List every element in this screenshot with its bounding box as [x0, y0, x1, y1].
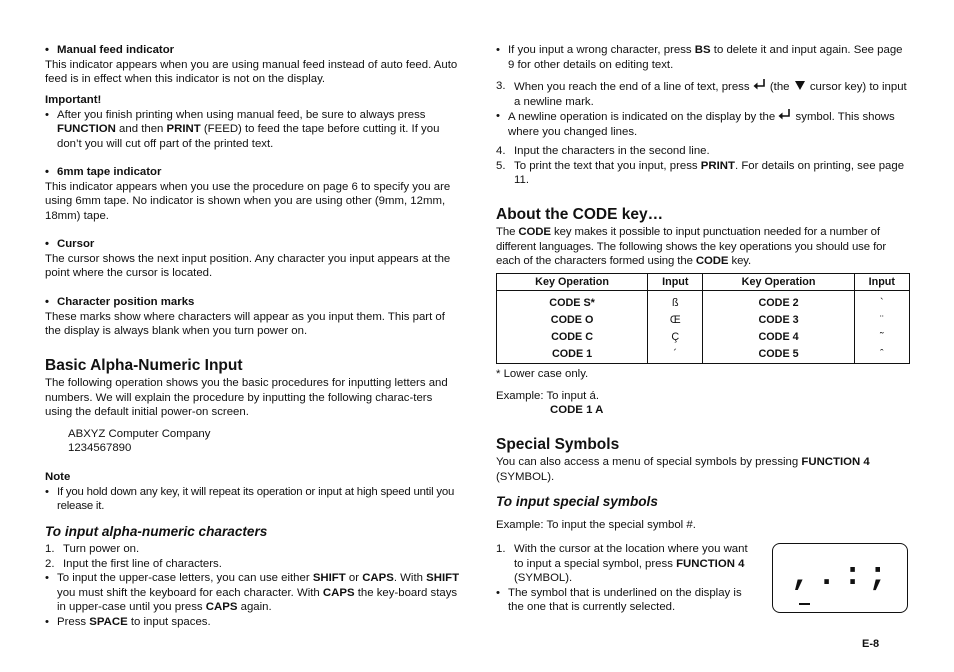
- display-symbol: ;: [868, 557, 888, 594]
- newline-mark-icon: [778, 109, 792, 121]
- display-symbol: ,: [791, 557, 811, 594]
- manual-feed-heading: • Manual feed indicator: [45, 43, 461, 58]
- text-part: (SYMBOL).: [514, 572, 573, 585]
- basic-input-title: Basic Alpha-Numeric Input: [45, 357, 243, 374]
- caps-key-label: CAPS: [205, 601, 238, 614]
- text-part: If you input a wrong character, press: [508, 44, 695, 56]
- table-cell: CODE 3: [703, 312, 854, 329]
- table-cell: CODE 1: [497, 346, 648, 364]
- cell-text: CODE S*: [549, 297, 595, 310]
- special-step-1: [496, 542, 760, 586]
- text-part: key.: [728, 255, 752, 268]
- important-label: Important!: [45, 94, 102, 106]
- step-number: 5.: [496, 159, 506, 172]
- table-cell: CODE C: [497, 329, 648, 346]
- special-symbols-example: Example: To input the special symbol #.: [496, 519, 696, 532]
- step-text: Turn power on.: [63, 543, 140, 555]
- text-part: When you reach the end of a line of text, press: [514, 81, 753, 93]
- bs-bullet-section: [496, 43, 910, 72]
- text-part: The: [496, 226, 519, 238]
- function-4-key-label: FUNCTION 4: [676, 557, 745, 570]
- step-2: [45, 557, 461, 572]
- display-symbol: :: [843, 557, 863, 594]
- special-symbols-subtitle: To input special symbols: [496, 494, 658, 510]
- note-section: [45, 470, 461, 514]
- code-key-title: About the CODE key…: [496, 206, 664, 223]
- table-header: Input: [854, 274, 909, 291]
- step-text: Input the characters in the second line.: [514, 145, 710, 157]
- space-key-label: SPACE: [89, 615, 128, 628]
- code-example-label: Example: To input á.: [496, 389, 599, 402]
- char-marks-heading: • Character position marks: [45, 295, 461, 310]
- table-cell: [497, 291, 648, 313]
- manual-feed-text: This indicator appears when you are using manual feed instead of auto feed. Auto feed is in effect when this indicator is not on the display.: [45, 58, 458, 86]
- text-part: you must shift the keyboard for each character. With: [57, 586, 323, 599]
- text-part: or: [345, 572, 363, 585]
- step-number: 3.: [496, 80, 506, 92]
- code-key-label: CODE: [695, 255, 729, 268]
- step-4: [496, 144, 910, 159]
- code-key-section: [496, 206, 910, 269]
- cursor-heading: • Cursor: [45, 237, 461, 252]
- text-part: to input spaces.: [127, 615, 211, 628]
- text-part: cursor key) to input a newline mark.: [514, 81, 907, 108]
- text-part: You can also access a menu of special symbols by pressing: [496, 456, 802, 468]
- table-row: [497, 291, 910, 313]
- table-cell: CODE 2: [703, 291, 854, 313]
- text-part: (the: [766, 81, 793, 93]
- to-input-title: To input alpha-numeric characters: [45, 524, 268, 539]
- note-label: Note: [45, 471, 71, 483]
- table-cell: ß: [648, 291, 703, 313]
- note-text: • If you hold down any key, it will repeat its operation or input at high speed until you release it.: [45, 485, 461, 514]
- function-key-label: FUNCTION: [57, 123, 116, 136]
- table-cell: ˜: [854, 329, 909, 346]
- space-bullet: [45, 615, 461, 630]
- table-cell: ˆ: [854, 346, 909, 364]
- uppercase-bullet: [45, 571, 461, 615]
- function-4-key-label: FUNCTION 4: [801, 456, 870, 468]
- code-key-table: [496, 273, 910, 364]
- text-part: . For details on printing, see page 11.: [514, 159, 905, 187]
- example-line-2: 1234567890: [68, 442, 132, 455]
- tape6-section: [45, 165, 461, 223]
- text-part: to delete it and input again. See page 9 for other details on editing text.: [508, 44, 903, 71]
- table-row: [497, 329, 910, 346]
- lcd-display: [772, 543, 908, 613]
- basic-input-text: The following operation shows you the basic procedures for inputting letters and numbers. We will explain the procedure by inputting the following charac-ters using the default initial power-on screen.: [45, 377, 448, 419]
- example-line-1: ABXYZ Computer Company: [68, 427, 211, 440]
- important-text: [45, 108, 461, 152]
- step-number: 4.: [496, 145, 506, 157]
- newline-bullet: [496, 109, 910, 139]
- table-cell: CODE 4: [703, 329, 854, 346]
- table-cell: Œ: [648, 312, 703, 329]
- text-part: (SYMBOL).: [496, 470, 555, 483]
- special-symbols-title: Special Symbols: [496, 436, 620, 453]
- text-part: To input the upper-case letters, you can use either: [57, 572, 313, 585]
- bs-key-label: BS: [694, 44, 711, 56]
- text-part: To print the text that you input, press: [514, 159, 701, 172]
- cursor-text: The cursor shows the next input position. Any character you input appears at the point where the cursor is located.: [45, 252, 451, 280]
- code-example-keys: CODE 1 A: [550, 404, 604, 417]
- manual-feed-section: [45, 43, 461, 87]
- tape6-text: This indicator appears when you use the procedure on page 6 to specify you are using 6mm tape. No indicator is shown when you are using other (9mm, 12mm, 18mm) tape.: [45, 180, 451, 222]
- step-number: 1.: [496, 543, 506, 555]
- table-header: Key Operation: [497, 274, 648, 291]
- down-arrow-icon: [795, 81, 805, 90]
- table-cell: ´: [648, 346, 703, 364]
- table-cell: CODE 5: [703, 346, 854, 364]
- important-text-part: (FEED) to feed the tape before cutting it. If you don’t you will cut off part of the printed text.: [57, 123, 440, 150]
- caps-key-label: CAPS: [362, 572, 394, 585]
- shift-key-label: SHIFT: [312, 572, 346, 585]
- step-3-section: [496, 79, 910, 139]
- table-cell: `: [854, 291, 909, 313]
- cursor-section: [45, 237, 461, 281]
- text-part: Press: [57, 615, 90, 628]
- step-number: 2.: [45, 557, 55, 570]
- text-part: . With: [393, 572, 427, 585]
- table-cell: Ç: [648, 329, 703, 346]
- table-cell: ¨: [854, 312, 909, 329]
- selection-underline: [799, 603, 810, 605]
- table-header: Key Operation: [703, 274, 854, 291]
- step-5: [496, 159, 910, 188]
- caps-key-label: CAPS: [322, 586, 355, 599]
- table-cell: CODE O: [497, 312, 648, 329]
- text-part: again.: [237, 601, 272, 614]
- table-header: Input: [648, 274, 703, 291]
- code-footnote: * Lower case only.: [496, 368, 589, 380]
- char-marks-text: These marks show where characters will appear as you input them. This part of the display is always blank when you turn power on.: [45, 310, 445, 338]
- important-text-part: After you finish printing when using manual feed, be sure to always press: [57, 108, 426, 121]
- print-key-label: PRINT: [700, 159, 735, 172]
- print-key-label: PRINT: [166, 123, 201, 136]
- code-footnote-section: [496, 367, 910, 418]
- enter-key-icon: [753, 79, 767, 91]
- text-part: A newline operation is indicated on the display by the: [508, 111, 779, 124]
- display-symbol: .: [817, 557, 837, 594]
- step-3: [496, 79, 910, 109]
- text-part: key makes it possible to input punctuation needed for a number of different languages. The following shows the key operations you should use for each of the characters formed using the: [496, 226, 887, 268]
- page-number: E-8: [862, 638, 880, 650]
- special-symbols-text: [496, 455, 910, 484]
- tape6-heading: • 6mm tape indicator: [45, 165, 461, 180]
- important-text-part: and then: [115, 123, 167, 136]
- char-marks-section: [45, 295, 461, 339]
- step-text: Input the first line of characters.: [63, 557, 222, 570]
- step-1: [45, 542, 461, 557]
- special-symbols-section: [496, 436, 910, 533]
- text-part: the key-board stays in upper-case until you press: [57, 586, 458, 614]
- code-key-text: [496, 225, 910, 269]
- table-row: [497, 346, 910, 364]
- shift-key-label: SHIFT: [426, 572, 460, 585]
- special-bullet: • The symbol that is underlined on the display is the one that is currently selected.: [496, 586, 760, 615]
- text-part: symbol. This shows where you changed lines.: [508, 111, 895, 138]
- code-key-label: CODE: [518, 226, 551, 238]
- table-header-row: [497, 274, 910, 291]
- steps-4-5-section: [496, 144, 910, 188]
- step-number: 1.: [45, 543, 55, 555]
- text-part: With the cursor at the location where you want to input a special symbol, press: [514, 543, 748, 570]
- basic-input-section: [45, 357, 461, 456]
- important-section: [45, 93, 461, 151]
- special-steps-section: [496, 542, 760, 615]
- bs-bullet: [496, 43, 910, 72]
- to-input-section: [45, 524, 461, 630]
- table-row: [497, 312, 910, 329]
